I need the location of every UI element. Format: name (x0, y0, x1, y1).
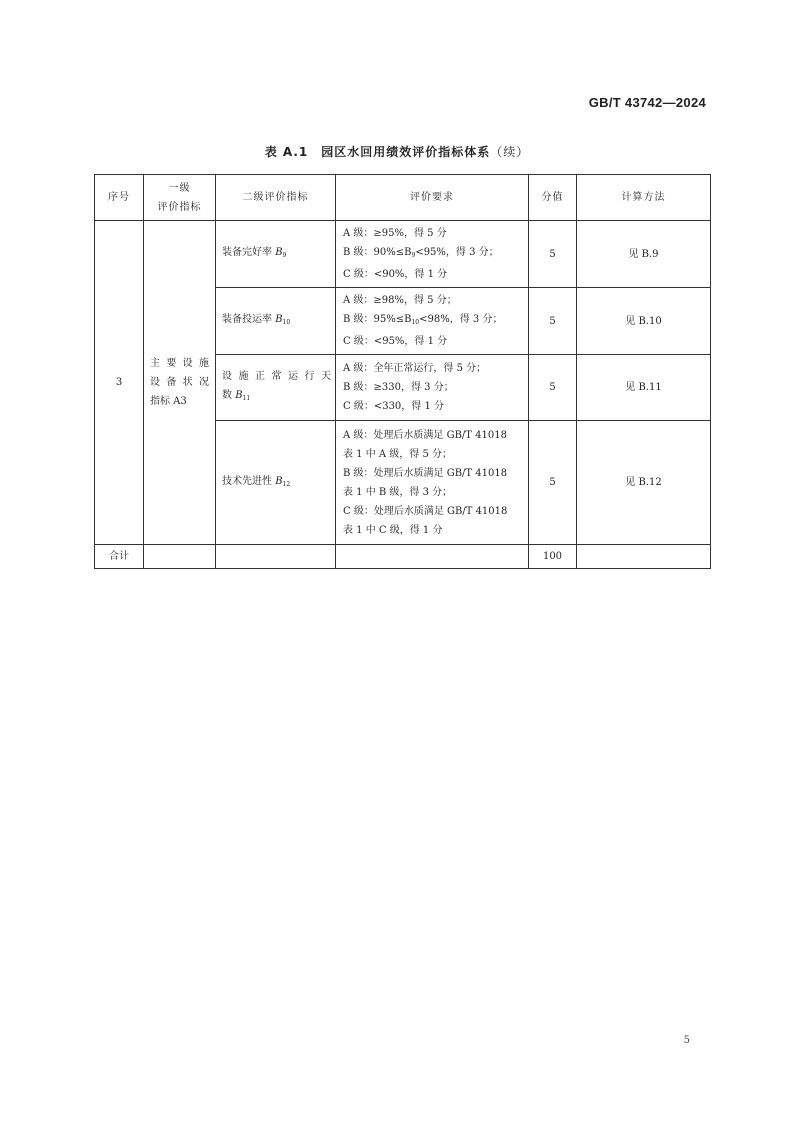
level2-subscript: 12 (282, 480, 291, 488)
requirement-subscript: 10 (411, 319, 420, 326)
standard-code: GB/T 43742—2024 (588, 95, 706, 110)
requirement-line: C 级：<90%，得 1 分 (343, 269, 448, 280)
level2-symbol: B (275, 247, 283, 258)
evaluation-index-table (94, 174, 711, 569)
group-level1 (144, 221, 216, 545)
requirement-cell (336, 221, 529, 288)
requirement-line (343, 310, 524, 332)
level2-name-line1: 设施正常运行天 (222, 371, 331, 382)
header-method: 计算方法 (577, 175, 711, 221)
requirement-line: 表 1 中 C 级，得 1 分 (343, 524, 443, 536)
requirement-subscript: 9 (411, 252, 416, 259)
method-cell: 见 B.11 (577, 355, 711, 421)
level2-name: 装备投运率 (222, 314, 276, 325)
requirement-text: <98%，得 3 分； (419, 314, 503, 325)
header-level1-line2: 评价指标 (157, 201, 202, 213)
level2-subscript: 9 (282, 252, 287, 259)
requirement-line: A 级：全年正常运行，得 5 分； (343, 363, 487, 374)
table-caption-text: 表 A.1 园区水回用绩效评价指标体系 (264, 145, 491, 159)
page-number: 5 (683, 1035, 690, 1046)
total-label: 合计 (95, 545, 144, 569)
table-header-row (95, 175, 711, 221)
empty-cell (144, 545, 216, 569)
group-seq: 3 (95, 221, 144, 545)
requirement-line: A 级：处理后水质满足 GB/T 41018 (343, 429, 507, 441)
requirement-line: 表 1 中 B 级，得 3 分； (343, 486, 453, 498)
table-row (95, 221, 711, 288)
requirement-cell (336, 355, 529, 421)
group-level1-line3: 指标 A3 (150, 396, 187, 407)
requirement-line: C 级：处理后水质满足 GB/T 41018 (343, 505, 508, 517)
header-level1 (144, 175, 216, 221)
score-cell: 5 (529, 221, 577, 288)
score-cell: 5 (529, 355, 577, 421)
level2-symbol: B (235, 390, 243, 401)
requirement-line (343, 243, 524, 265)
group-level1-line2: 设备状况 (150, 377, 209, 388)
level2-symbol: B (275, 314, 283, 325)
score-cell: 5 (529, 421, 577, 545)
level2-cell (216, 221, 336, 288)
requirement-line: B 级：处理后水质满足 GB/T 41018 (343, 467, 508, 479)
level2-cell (216, 355, 336, 421)
level2-symbol: B (275, 475, 283, 487)
empty-cell (336, 545, 529, 569)
table-caption-continued: （续） (490, 145, 530, 159)
table-caption (0, 143, 794, 160)
requirement-text: B 级：90%≤B (343, 247, 412, 258)
requirement-line: C 级：<95%，得 1 分 (343, 336, 448, 347)
requirement-line: B 级：≥330，得 3 分； (343, 382, 454, 393)
requirement-line: 表 1 中 A 级，得 5 分； (343, 448, 453, 460)
level2-name: 技术先进性 (222, 475, 276, 487)
empty-cell (577, 545, 711, 569)
requirement-cell (336, 421, 529, 545)
header-requirement: 评价要求 (336, 175, 529, 221)
header-level1-line1: 一级 (168, 182, 191, 194)
score-cell: 5 (529, 288, 577, 355)
level2-name: 数 (222, 390, 236, 401)
requirement-line: A 级：≥98%，得 5 分； (343, 295, 457, 306)
header-seq: 序号 (95, 175, 144, 221)
method-cell: 见 B.12 (577, 421, 711, 545)
requirement-text: <95%，得 3 分； (415, 247, 499, 258)
requirement-text: B 级：95%≤B (343, 314, 412, 325)
method-cell: 见 B.10 (577, 288, 711, 355)
header-level2: 二级评价指标 (216, 175, 336, 221)
total-score: 100 (529, 545, 577, 569)
header-score: 分值 (529, 175, 577, 221)
level2-subscript: 11 (242, 395, 251, 402)
total-row (95, 545, 711, 569)
requirement-line: C 级：<330，得 1 分 (343, 401, 445, 412)
level2-cell (216, 421, 336, 545)
requirement-line: A 级：≥95%，得 5 分 (343, 228, 447, 239)
level2-name: 装备完好率 (222, 247, 276, 258)
empty-cell (216, 545, 336, 569)
requirement-cell (336, 288, 529, 355)
level2-name-line2 (222, 386, 331, 408)
level2-subscript: 10 (282, 319, 291, 326)
group-level1-line1: 主要设施 (150, 358, 209, 369)
level2-cell (216, 288, 336, 355)
method-cell: 见 B.9 (577, 221, 711, 288)
